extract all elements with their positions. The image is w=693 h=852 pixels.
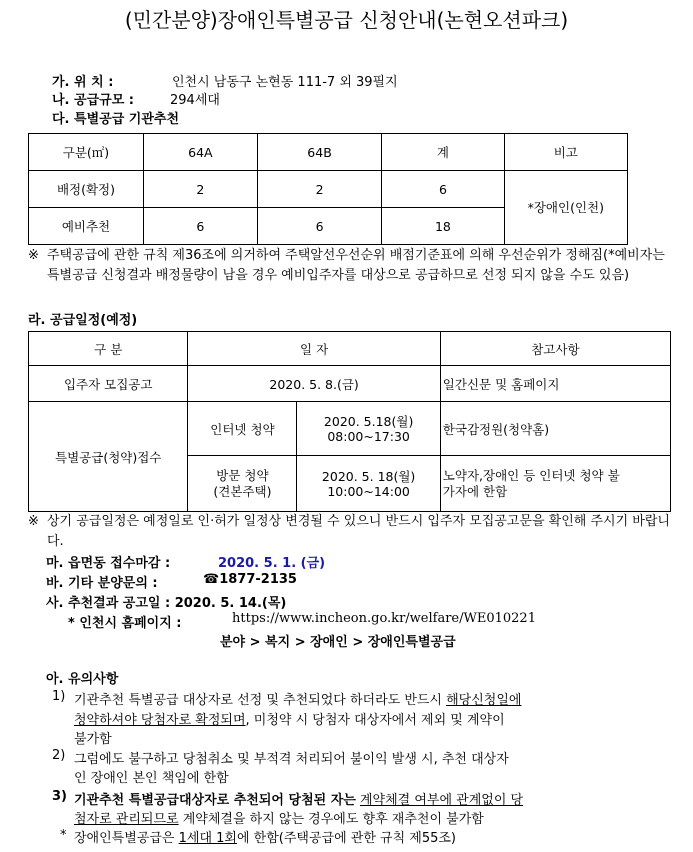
notice-text: 계약체결을 하지 않는 경우에도 향후 재추천이 불가함	[178, 812, 484, 827]
notice-number: 1)	[52, 689, 66, 704]
page-title: (민간분양)장애인특별공급 신청안내(논현오션파크)	[124, 8, 569, 32]
deadline-label: 마. 읍면동 접수마감 :	[46, 556, 171, 571]
table-cell: 6	[382, 171, 504, 208]
notice-bold: 기관추천 특별공급대상자로 추천되어 당첨된 자는	[74, 793, 356, 808]
notice-number: 2)	[52, 748, 66, 763]
table-header: 일 자	[188, 332, 440, 366]
date-line: 2020. 5.18(월)	[323, 413, 414, 429]
table-cell: 2	[143, 171, 257, 208]
table-cell: 한국감정원(청약홈)	[440, 402, 670, 456]
schedule-table	[28, 331, 671, 512]
notice-3-line-1	[74, 789, 523, 808]
location-label: 가. 위 치 :	[52, 75, 114, 90]
section-special-supply: 다. 특별공급 기관추천	[52, 112, 180, 127]
homepage-label: * 인천시 홈페이지 :	[68, 616, 182, 631]
table-header: 64A	[143, 134, 257, 171]
table-cell: 일간신문 및 홈페이지	[440, 366, 670, 402]
table-cell: 6	[143, 208, 257, 245]
section-notices: 아. 유의사항	[46, 672, 119, 687]
allocation-note: 주택공급에 관한 규칙 제36조에 의거하여 주택알선우선순위 배점기준표에 의해 우선순위가 정해짐(*예비자는 특별공급 신청결과 배정물량이 남을 경우 예비입주자를 대상으로 공급하므로 선정 되지 않을 수도 있음)	[47, 248, 665, 283]
menu-path: 분야 > 복지 > 장애인 > 장애인특별공급	[220, 635, 456, 650]
notice-text: , 미청약 시 당첨자 대상자에서 제외 및 계약이	[245, 713, 505, 728]
notice-3-line-2	[74, 808, 484, 827]
allocation-table	[28, 133, 628, 245]
row-label: 특별공급(청약)접수	[29, 402, 188, 512]
date-cell	[297, 402, 440, 456]
table-cell: 2	[257, 171, 381, 208]
table-header: 계	[382, 134, 504, 171]
phone-number: ☎1877-2135	[203, 572, 297, 587]
remark-cell: *장애인(인천)	[504, 171, 627, 245]
notice-1-line-3: 불가함	[74, 732, 112, 747]
asterisk-mark: *	[60, 828, 67, 843]
table-header: 구분(㎡)	[29, 134, 144, 171]
supply-scale-label: 나. 공급규모 :	[52, 93, 134, 108]
notice-underline: 청약하셔야 당첨자로 확정되며	[74, 713, 246, 728]
note-line: 노약자,장애인 등 인터넷 청약 불	[442, 467, 620, 483]
table-header: 구 분	[29, 332, 188, 366]
notice-text: 장애인특별공급은	[74, 831, 179, 846]
notice-underline: 계약체결 여부에 관계없이 당	[359, 793, 524, 808]
table-header: 참고사항	[440, 332, 670, 366]
notice-text: 에 한함(주택공급에 관한 규칙 제55조)	[236, 831, 456, 846]
note-line: 가자에 한함	[442, 483, 508, 499]
table-cell	[440, 456, 670, 512]
deadline-value: 2020. 5. 1. (금)	[218, 556, 326, 571]
notice-4	[74, 827, 456, 846]
notice-1-line-1	[74, 689, 521, 708]
table-cell: 18	[382, 208, 504, 245]
inquiry-label: 바. 기타 분양문의 :	[46, 576, 158, 591]
notice-1-line-2	[74, 709, 505, 728]
time-line: 08:00~17:30	[327, 428, 410, 444]
date-cell	[297, 456, 440, 512]
notice-2-line-1: 그럼에도 불구하고 당첨취소 및 부적격 처리되어 불이익 발생 시, 추천 대상자	[74, 752, 509, 767]
table-header: 비고	[504, 134, 627, 171]
notice-text: 기관추천 특별공급 대상자로 선정 및 추천되었다 하더라도 반드시	[74, 693, 447, 708]
notice-number: 3)	[52, 789, 67, 804]
table-header: 64B	[257, 134, 381, 171]
location-value: 인천시 남동구 논현동 111-7 외 39필지	[172, 75, 398, 90]
date-line: 2020. 5. 18(월)	[321, 468, 416, 484]
table-cell: 6	[257, 208, 381, 245]
method-cell: 인터넷 청약	[188, 402, 297, 456]
schedule-note: 상기 공급일정은 예정일로 인·허가 일정상 변경될 수 있으니 반드시 입주자 모집공고문을 확인해 주시기 바랍니다.	[47, 514, 670, 549]
section-schedule: 라. 공급일정(예정)	[28, 313, 138, 328]
supply-scale-value: 294세대	[170, 93, 220, 108]
notice-2-line-2: 인 장애인 본인 책임에 한함	[74, 771, 229, 786]
note-mark: ※	[28, 514, 39, 529]
row-label: 배정(확정)	[29, 171, 144, 208]
homepage-url[interactable]: https://www.incheon.go.kr/welfare/WE010221	[232, 611, 536, 626]
notice-underline: 1세대 1회	[178, 831, 237, 846]
method-line: (견본주택)	[213, 483, 272, 499]
notice-underline: 해당신청일에	[446, 693, 522, 708]
table-cell: 2020. 5. 8.(금)	[188, 366, 440, 402]
method-cell	[188, 456, 297, 512]
result-date: 사. 추천결과 공고일 : 2020. 5. 14.(목)	[46, 596, 287, 611]
time-line: 10:00~14:00	[327, 483, 410, 499]
method-line: 방문 청약	[216, 467, 269, 483]
row-label: 입주자 모집공고	[29, 366, 188, 402]
row-label: 예비추천	[29, 208, 144, 245]
note-mark: ※	[28, 248, 39, 263]
notice-underline: 첨자로 관리되므로	[74, 812, 179, 827]
